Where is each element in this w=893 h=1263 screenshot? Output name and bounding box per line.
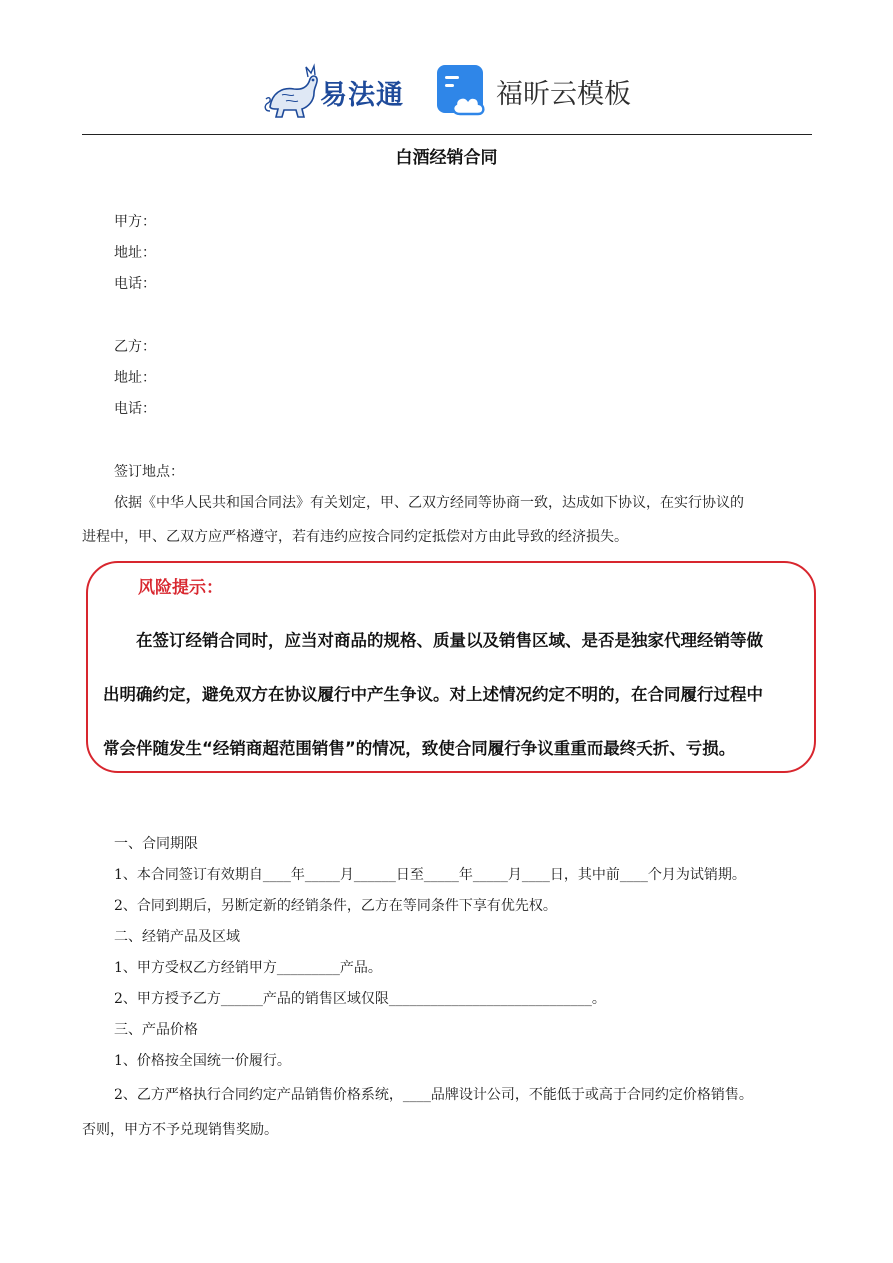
party-a-address-label: 地址： xyxy=(114,245,156,261)
clause-line: 1、甲方受权乙方经销甲方_________产品。 xyxy=(114,960,382,976)
clause-line: 2、乙方严格执行合同约定产品销售价格系统，____品牌设计公司，不能低于或高于合同约定价格销售。 xyxy=(114,1087,753,1103)
header-logos xyxy=(0,55,893,125)
party-b-name-label: 乙方： xyxy=(114,339,156,355)
section-heading-price: 三、产品价格 xyxy=(114,1022,198,1038)
foxit-template-logo xyxy=(436,64,646,120)
clause-line: 否则，甲方不予兑现销售奖励。 xyxy=(82,1122,278,1138)
risk-warning-line: 在签订经销合同时，应当对商品的规格、质量以及销售区域、是否是独家代理经销等做 xyxy=(136,631,763,650)
clause-line: 2、甲方授予乙方______产品的销售区域仅限_____________________________。 xyxy=(114,991,606,1007)
intro-paragraph-line: 进程中，甲、乙双方应严格遵守，若有违约应按合同约定抵偿对方由此导致的经济损失。 xyxy=(82,529,628,545)
header-divider xyxy=(82,134,812,135)
clause-line: 2、合同到期后，另断定新的经销条件，乙方在等同条件下享有优先权。 xyxy=(114,898,557,914)
clause-line: 1、本合同签订有效期自____年_____月______日至_____年_____月____日，其中前____个月为试销期。 xyxy=(114,867,746,883)
risk-warning-title: 风险提示： xyxy=(138,578,223,598)
party-a-name-label: 甲方： xyxy=(114,214,156,230)
risk-warning-line: 常会伴随发生“经销商超范围销售”的情况，致使合同履行争议重重而最终夭折、亏损。 xyxy=(103,739,736,758)
party-b-address-label: 地址： xyxy=(114,370,156,386)
section-heading-term: 一、合同期限 xyxy=(114,836,198,852)
risk-warning-box xyxy=(86,561,816,773)
risk-warning-line: 出明确约定，避免双方在协议履行中产生争议。对上述情况约定不明的，在合同履行过程中 xyxy=(103,685,763,704)
foxit-template-logo-text: 福昕云模板 xyxy=(496,79,631,110)
cloud-document-icon xyxy=(436,64,488,116)
qilin-icon xyxy=(262,63,322,119)
party-b-phone-label: 电话： xyxy=(114,401,156,417)
clause-line: 1、价格按全国统一价履行。 xyxy=(114,1053,291,1069)
section-heading-products: 二、经销产品及区域 xyxy=(114,929,240,945)
party-a-phone-label: 电话： xyxy=(114,276,156,292)
page-title: 白酒经销合同 xyxy=(395,148,498,168)
yifatong-logo-text: 易法通 xyxy=(320,80,404,111)
yifatong-logo xyxy=(262,63,412,119)
intro-paragraph-line: 依据《中华人民共和国合同法》有关划定，甲、乙双方经同等协商一致，达成如下协议，在实行协议的 xyxy=(114,495,744,511)
signing-place-label: 签订地点： xyxy=(114,464,184,480)
